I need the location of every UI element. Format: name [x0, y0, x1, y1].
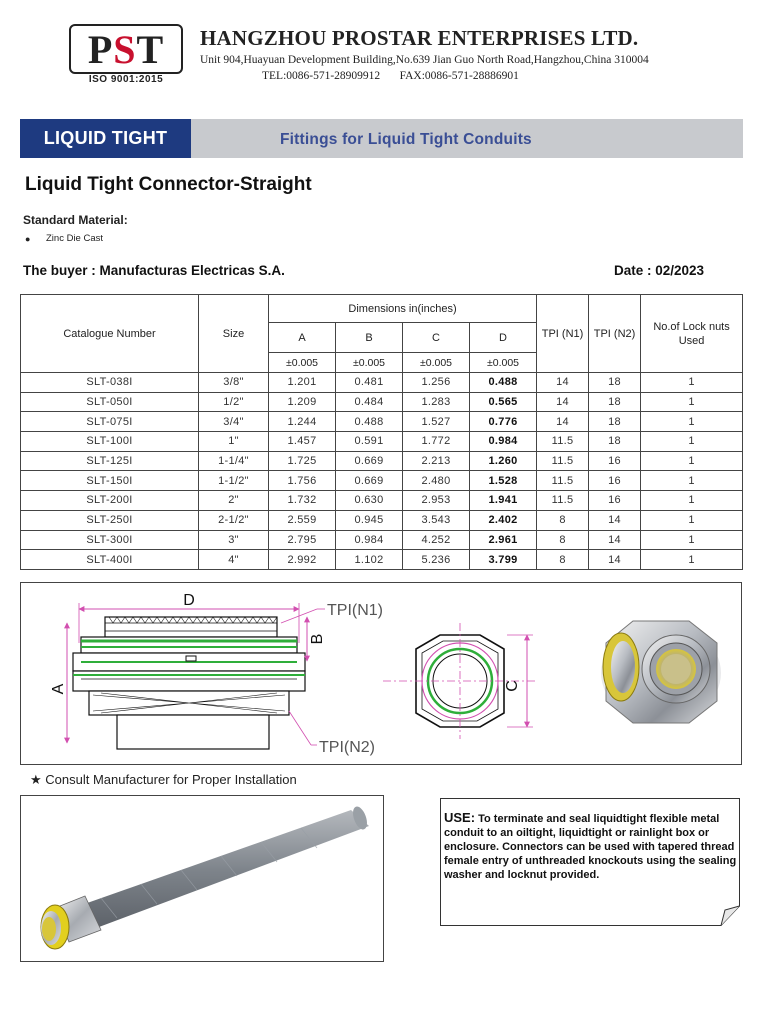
- table-cell: 0.669: [336, 451, 403, 471]
- connector-photo: [601, 621, 721, 723]
- tolerance-b: ±0.005: [336, 353, 403, 373]
- table-cell: 0.669: [336, 471, 403, 491]
- table-cell: SLT-400I: [21, 550, 199, 570]
- table-row: [21, 432, 743, 452]
- label-d: D: [183, 592, 195, 609]
- banner-category: LIQUID TIGHT: [20, 119, 191, 158]
- table-cell: 2.480: [403, 471, 470, 491]
- table-cell: 1-1/2": [199, 471, 269, 491]
- company-name: HANGZHOU PROSTAR ENTERPRISES LTD.: [200, 26, 639, 50]
- table-cell: 1: [641, 373, 743, 393]
- conduit-photo-panel: [20, 795, 384, 962]
- table-cell: 0.565: [470, 392, 537, 412]
- table-cell: 2.961: [470, 530, 537, 550]
- table-cell: 1: [641, 491, 743, 511]
- buyer-info: The buyer : Manufacturas Electricas S.A.: [23, 263, 285, 278]
- table-cell: 1.209: [269, 392, 336, 412]
- table-cell: 2.559: [269, 510, 336, 530]
- header-dim-a: A: [269, 323, 336, 353]
- table-cell: 14: [589, 550, 641, 570]
- table-cell: 18: [589, 412, 641, 432]
- material-item: Zinc Die Cast: [46, 233, 104, 244]
- table-cell: 0.984: [336, 530, 403, 550]
- table-cell: SLT-250I: [21, 510, 199, 530]
- header-tpi-n1: TPI (N1): [537, 295, 589, 373]
- header-catalogue-number: Catalogue Number: [21, 295, 199, 373]
- dimension-table: [20, 294, 743, 570]
- table-cell: 1.260: [470, 451, 537, 471]
- fax: FAX:0086-571-28886901: [399, 70, 519, 82]
- consult-note: ★ Consult Manufacturer for Proper Installation: [30, 772, 297, 787]
- iso-certification: ISO 9001:2015: [88, 74, 164, 85]
- label-c: C: [504, 680, 521, 692]
- table-cell: 4": [199, 550, 269, 570]
- table-cell: 16: [589, 491, 641, 511]
- table-cell: SLT-050I: [21, 392, 199, 412]
- table-cell: 18: [589, 373, 641, 393]
- label-tpi-n1: TPI(N1): [327, 602, 383, 619]
- table-cell: 1.772: [403, 432, 470, 452]
- table-cell: 11.5: [537, 471, 589, 491]
- table-cell: 0.488: [336, 412, 403, 432]
- label-a: A: [50, 683, 67, 695]
- table-row: [21, 550, 743, 570]
- table-cell: 1.102: [336, 550, 403, 570]
- table-cell: 1.244: [269, 412, 336, 432]
- table-cell: 11.5: [537, 451, 589, 471]
- tolerance-a: ±0.005: [269, 353, 336, 373]
- table-cell: 1.201: [269, 373, 336, 393]
- table-cell: 14: [537, 373, 589, 393]
- table-cell: SLT-150I: [21, 471, 199, 491]
- header-dimensions: Dimensions in(inches): [269, 295, 537, 323]
- table-cell: 1: [641, 550, 743, 570]
- connector-drawing: [21, 583, 743, 766]
- table-cell: 1": [199, 432, 269, 452]
- table-cell: 1: [641, 392, 743, 412]
- table-cell: 2.992: [269, 550, 336, 570]
- table-cell: 16: [589, 471, 641, 491]
- company-logo: [69, 24, 183, 74]
- use-label: USE:: [444, 810, 476, 825]
- table-row: [21, 510, 743, 530]
- bullet-icon: ●: [25, 234, 31, 244]
- side-section-view: [50, 592, 383, 756]
- table-cell: 1.457: [269, 432, 336, 452]
- table-cell: 0.984: [470, 432, 537, 452]
- header-tpi-n2: TPI (N2): [589, 295, 641, 373]
- table-cell: 3": [199, 530, 269, 550]
- technical-drawing-panel: [20, 582, 742, 765]
- table-cell: 4.252: [403, 530, 470, 550]
- telephone: TEL:0086-571-28909912: [262, 70, 381, 82]
- table-cell: 5.236: [403, 550, 470, 570]
- table-cell: 2": [199, 491, 269, 511]
- header-dim-d: D: [470, 323, 537, 353]
- table-cell: 14: [537, 392, 589, 412]
- table-cell: 1.527: [403, 412, 470, 432]
- table-cell: 1.756: [269, 471, 336, 491]
- table-cell: 0.945: [336, 510, 403, 530]
- front-view: [383, 623, 537, 739]
- table-cell: 8: [537, 530, 589, 550]
- table-row: [21, 373, 743, 393]
- table-row: [21, 392, 743, 412]
- table-cell: 8: [537, 510, 589, 530]
- company-address: Unit 904,Huayuan Development Building,No.639 Jian Guo North Road,Hangzhou,China 310004: [200, 54, 649, 66]
- table-cell: 1.528: [470, 471, 537, 491]
- table-cell: 3.543: [403, 510, 470, 530]
- table-cell: 0.776: [470, 412, 537, 432]
- use-body: To terminate and seal liquidtight flexible metal conduit to an oiltight, liquidtight or rainlight box or enclosure. Connectors can be used with tapered thread female entry of unthreaded knockouts using the sealing washer and locknut provided.: [444, 813, 737, 881]
- table-cell: 3.799: [470, 550, 537, 570]
- header-dim-b: B: [336, 323, 403, 353]
- table-cell: 18: [589, 392, 641, 412]
- company-contact: [262, 70, 519, 82]
- table-cell: SLT-100I: [21, 432, 199, 452]
- table-cell: 1: [641, 412, 743, 432]
- table-cell: 2.953: [403, 491, 470, 511]
- category-banner: [20, 119, 743, 158]
- table-cell: SLT-038I: [21, 373, 199, 393]
- table-cell: 0.481: [336, 373, 403, 393]
- table-cell: 2-1/2": [199, 510, 269, 530]
- header-dim-c: C: [403, 323, 470, 353]
- table-cell: 18: [589, 432, 641, 452]
- table-cell: 2.402: [470, 510, 537, 530]
- header-size: Size: [199, 295, 269, 373]
- table-cell: 1.256: [403, 373, 470, 393]
- table-cell: 1.283: [403, 392, 470, 412]
- table-row: [21, 471, 743, 491]
- table-row: [21, 530, 743, 550]
- table-cell: 14: [589, 510, 641, 530]
- table-cell: 0.484: [336, 392, 403, 412]
- table-cell: 3/4": [199, 412, 269, 432]
- tolerance-c: ±0.005: [403, 353, 470, 373]
- table-cell: SLT-125I: [21, 451, 199, 471]
- table-cell: 0.488: [470, 373, 537, 393]
- table-cell: 1: [641, 530, 743, 550]
- table-cell: 1/2": [199, 392, 269, 412]
- logo-text: PST: [87, 27, 165, 72]
- table-cell: 1: [641, 510, 743, 530]
- banner-subtitle: Fittings for Liquid Tight Conduits: [280, 131, 532, 148]
- table-cell: SLT-300I: [21, 530, 199, 550]
- product-title: Liquid Tight Connector-Straight: [25, 174, 312, 195]
- table-row: [21, 491, 743, 511]
- label-b: B: [309, 633, 326, 645]
- table-cell: 1-1/4": [199, 451, 269, 471]
- table-cell: 14: [589, 530, 641, 550]
- conduit-photo: [21, 796, 385, 963]
- table-cell: 11.5: [537, 432, 589, 452]
- table-cell: 2.213: [403, 451, 470, 471]
- table-cell: 16: [589, 451, 641, 471]
- table-row: [21, 412, 743, 432]
- table-cell: SLT-200I: [21, 491, 199, 511]
- table-cell: 11.5: [537, 491, 589, 511]
- table-cell: 1.732: [269, 491, 336, 511]
- header-lock-nuts: No.of Lock nuts Used: [641, 295, 743, 373]
- table-cell: 8: [537, 550, 589, 570]
- table-cell: SLT-075I: [21, 412, 199, 432]
- document-date: Date : 02/2023: [614, 263, 705, 278]
- table-cell: 1: [641, 432, 743, 452]
- table-cell: 14: [537, 412, 589, 432]
- use-description-box: [440, 798, 740, 926]
- tolerance-d: ±0.005: [470, 353, 537, 373]
- table-cell: 1.725: [269, 451, 336, 471]
- label-tpi-n2: TPI(N2): [319, 739, 375, 756]
- table-cell: 3/8": [199, 373, 269, 393]
- use-text: [444, 811, 738, 882]
- table-cell: 0.591: [336, 432, 403, 452]
- table-cell: 1.941: [470, 491, 537, 511]
- table-cell: 0.630: [336, 491, 403, 511]
- table-cell: 1: [641, 471, 743, 491]
- table-cell: 2.795: [269, 530, 336, 550]
- table-cell: 1: [641, 451, 743, 471]
- table-row: [21, 451, 743, 471]
- material-label: Standard Material:: [23, 213, 128, 227]
